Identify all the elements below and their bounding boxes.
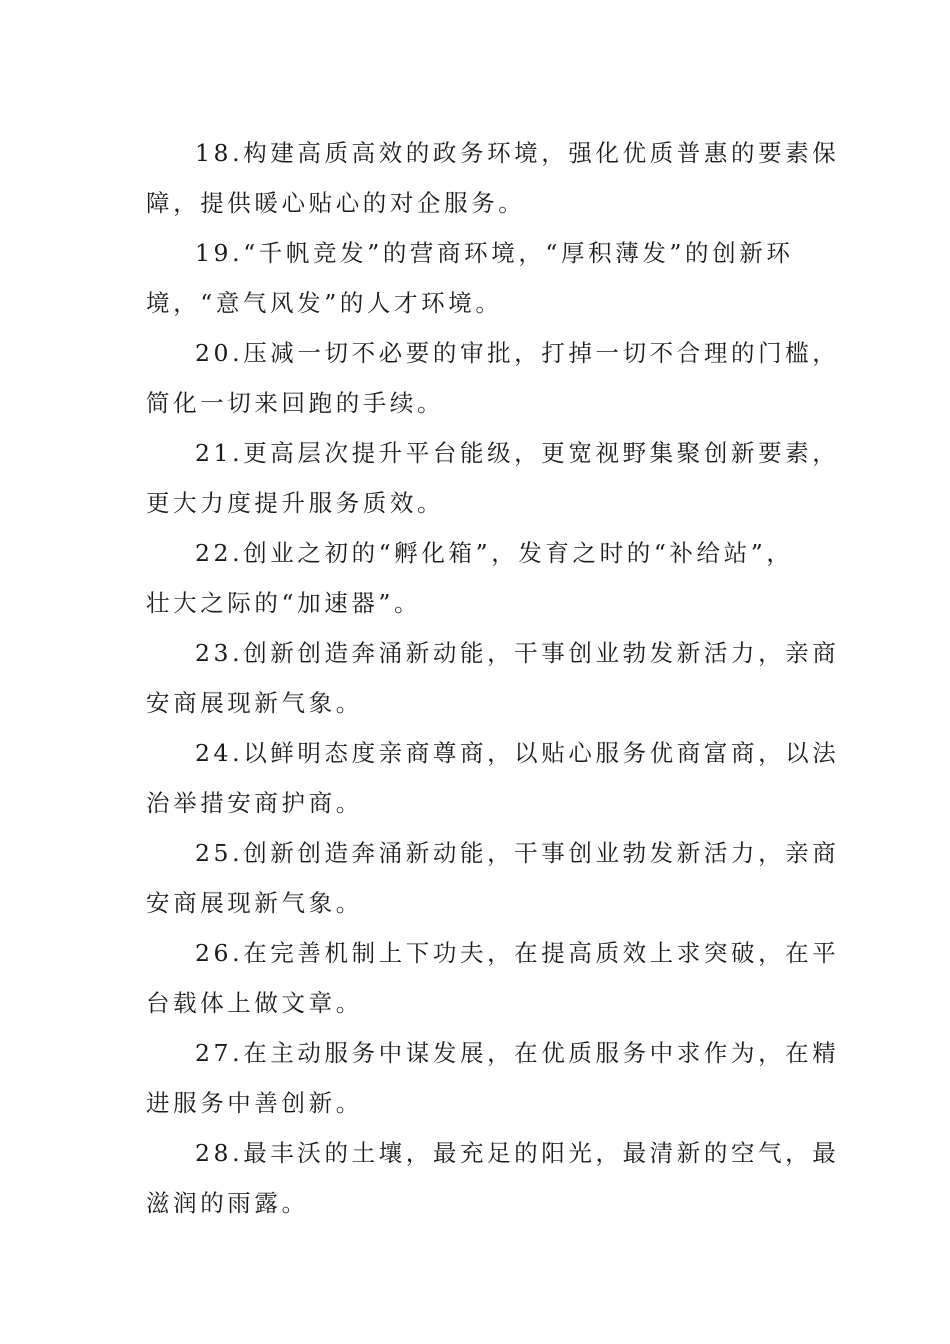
item-text: 创新创造奔涌新动能，干事创业勃发新活力，亲商: [243, 639, 840, 667]
list-item: [146, 326, 840, 426]
paragraph-continuation-line: 壮大之际的“加速器”。: [146, 589, 422, 617]
item-text: 创业之初的“孵化箱”，发育之时的“补给站”，: [243, 539, 794, 567]
list-item: [146, 126, 840, 226]
paragraph-first-line: [195, 438, 839, 468]
item-text: 更高层次提升平台能级，更宽视野集聚创新要素，: [243, 439, 840, 467]
item-number: 18.: [195, 139, 244, 167]
paragraph-first-line: [195, 538, 793, 568]
paragraph-continuation-line: 障，提供暖心贴心的对企服务。: [146, 189, 526, 217]
item-text: 最丰沃的土壤，最充足的阳光，最清新的空气，最: [243, 1139, 840, 1167]
item-text: 压减一切不必要的审批，打掉一切不合理的门槛，: [243, 339, 840, 367]
list-item: [146, 626, 840, 726]
list-item: [146, 726, 840, 826]
paragraph-first-line: [195, 1138, 839, 1168]
item-text: 在完善机制上下功夫，在提高质效上求突破，在平: [243, 939, 840, 967]
paragraph-first-line: [195, 938, 839, 968]
paragraph-continuation-line: 境，“意气风发”的人才环境。: [146, 289, 503, 317]
item-number: 25.: [195, 839, 244, 867]
paragraph-continuation-line: 进服务中善创新。: [146, 1089, 363, 1117]
list-item: [146, 426, 840, 526]
item-number: 27.: [195, 1039, 244, 1067]
paragraph-continuation-line: 安商展现新气象。: [146, 889, 363, 917]
list-item: [146, 926, 840, 1026]
item-text: 以鲜明态度亲商尊商，以贴心服务优商富商，以法: [243, 739, 840, 767]
paragraph-continuation-line: 简化一切来回跑的手续。: [146, 389, 445, 417]
item-number: 19.: [195, 239, 244, 267]
item-number: 24.: [195, 739, 244, 767]
item-number: 20.: [195, 339, 244, 367]
item-number: 22.: [195, 539, 244, 567]
item-number: 26.: [195, 939, 244, 967]
list-item: [146, 1026, 840, 1126]
paragraph-first-line: [195, 838, 839, 868]
item-text: 创新创造奔涌新动能，干事创业勃发新活力，亲商: [243, 839, 840, 867]
item-number: 28.: [195, 1139, 244, 1167]
item-number: 23.: [195, 639, 244, 667]
paragraph-continuation-line: 治举措安商护商。: [146, 789, 363, 817]
paragraph-first-line: [195, 1038, 839, 1068]
paragraph-continuation-line: 更大力度提升服务质效。: [146, 489, 445, 517]
item-text: “千帆竞发”的营商环境，“厚积薄发”的创新环: [243, 239, 794, 267]
list-item: [146, 226, 806, 326]
paragraph-continuation-line: 台载体上做文章。: [146, 989, 363, 1017]
item-text: 构建高质高效的政务环境，强化优质普惠的要素保: [243, 139, 840, 167]
paragraph-first-line: [195, 138, 839, 168]
list-item: [146, 526, 806, 626]
list-item: [146, 826, 840, 926]
paragraph-first-line: [195, 338, 839, 368]
item-text: 在主动服务中谋发展，在优质服务中求作为，在精: [243, 1039, 840, 1067]
paragraph-first-line: [195, 738, 839, 768]
paragraph-continuation-line: 安商展现新气象。: [146, 689, 363, 717]
paragraph-first-line: [195, 238, 793, 268]
item-number: 21.: [195, 439, 244, 467]
list-item: [146, 1126, 840, 1226]
paragraph-continuation-line: 滋润的雨露。: [146, 1189, 309, 1217]
paragraph-first-line: [195, 638, 839, 668]
document-body: [146, 126, 840, 1226]
